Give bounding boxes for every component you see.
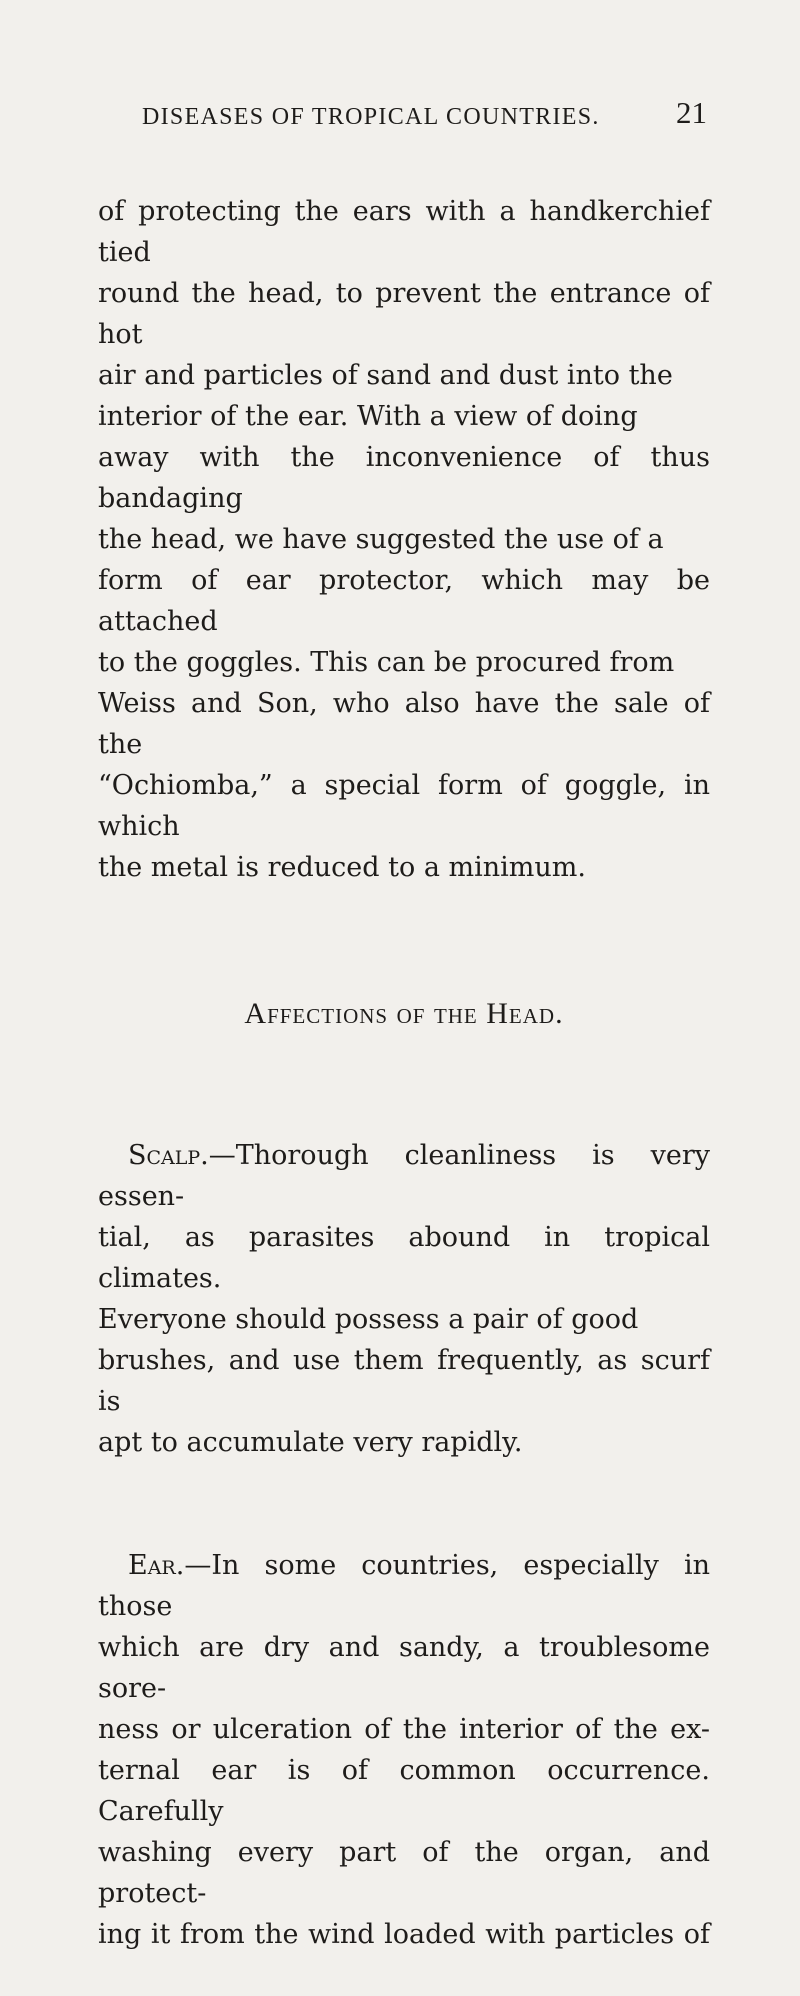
ear-run-in-heading: Ear. (128, 1550, 185, 1581)
scalp-run-in-heading: Scalp. (128, 1140, 209, 1171)
paragraph-ear-protection: of protecting the ears with a handkerchief tied round the head, to prevent the entrance of hot air and particles of sand and dust into the interior of the ear. With a view of doing away with the inconvenience of thus bandaging the head, we have suggested the use of a form of ear protector, which may be attached to the goggles. This can be procured from Weiss and Son, who also have the sale of the “Ochiomba,” a special form of goggle, in which the metal is reduced to a minimum. (98, 196, 710, 883)
ear-text: —In some countries, especially in those which are dry and sandy, a troublesome sore- ness or ulceration of the interior of the ex- ternal ear is of common occurrence. Carefully washing every part of the organ, and protect- ing it from the wind loaded with particles of (98, 1550, 710, 1950)
paragraph-scalp (98, 1135, 710, 1463)
section-heading: Affections of the Head. (244, 997, 564, 1030)
paragraph-ear (98, 1545, 710, 1955)
page-number: 21 (676, 95, 707, 130)
running-title: DISEASES OF TROPICAL COUNTRIES. (142, 104, 600, 130)
scalp-text: —Thorough cleanliness is very essen- tial, as parasites abound in tropical climates. Everyone should possess a pair of good brushes, and use them frequently, as scurf is apt to accumulate very rapidly. (98, 1140, 710, 1458)
body-text (98, 150, 710, 1996)
